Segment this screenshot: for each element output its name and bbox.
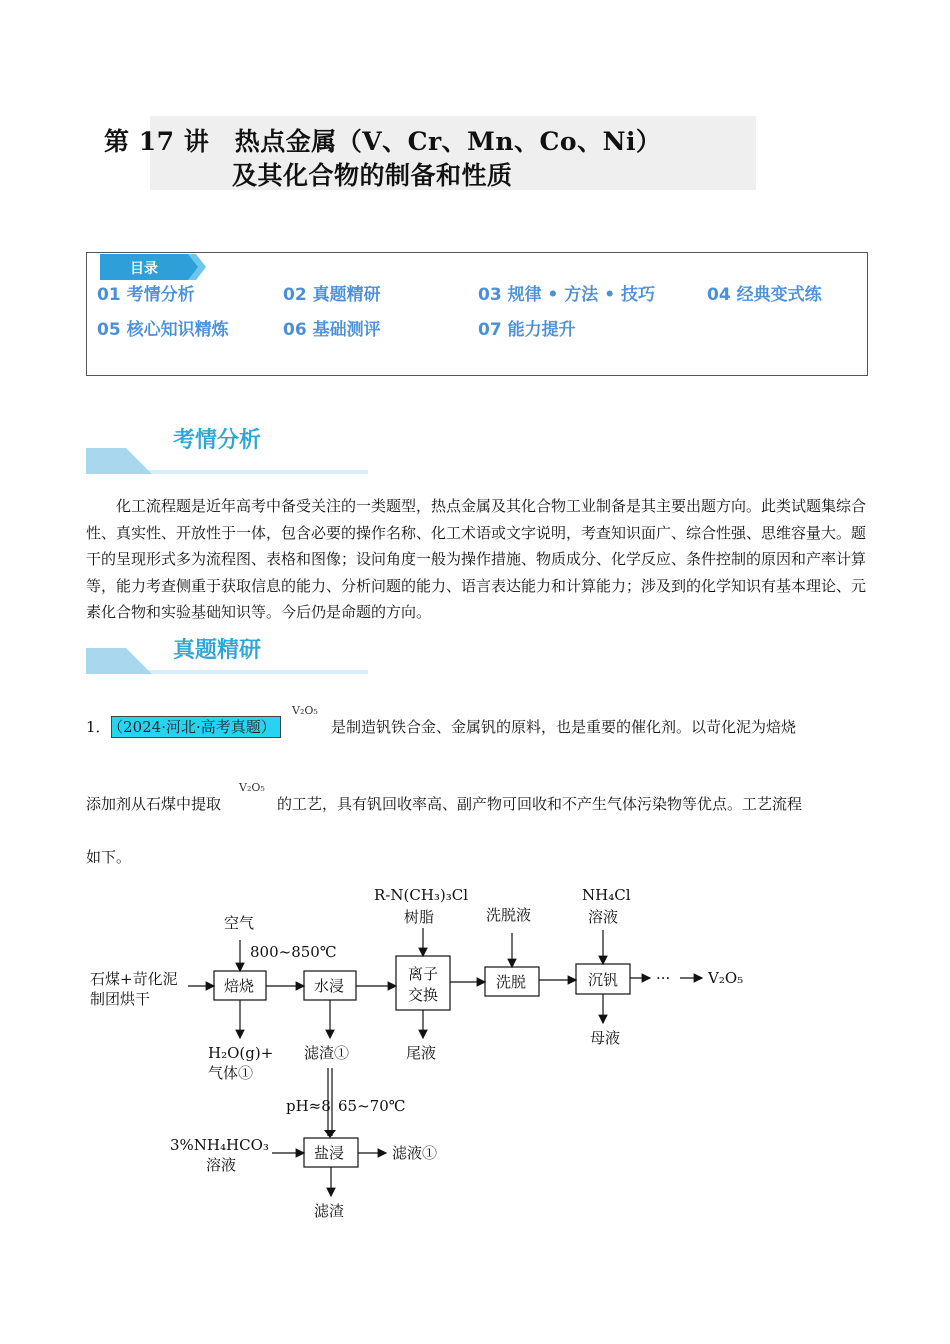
ion-exchange-label: 交换 (408, 986, 439, 1004)
question-text-2-prefix: 添加剂从石煤中提取 (86, 795, 222, 813)
page-title-line1: 第 17 讲 热点金属（V、Cr、Mn、Co、Ni） (104, 127, 662, 156)
analysis-text: 化工流程题是近年高考中备受关注的一类题型，热点金属及其化合物工业制备是其主要出题方向。此类试题集综合性、真实性、开放性于一体，包含必要的操作名称、化工术语或文字说明，考查知识面广、综合性强、思维容量大。题干的呈现形式多为流程图、表格和图像；设问角度一般为操作措施、物质成分、化学反应、条件控制的原因和产率计算等，能力考查侧重于获取信息的能力、分析问题的能力、语言表达能力和计算能力；涉及到的化学知识有基本理论、元素化合物和实验基础知识等。今后仍是命题的方向。 (86, 497, 867, 621)
toc-item-methods[interactable]: 03 规律 • 方法 • 技巧 (478, 285, 655, 305)
precip-label: 沉钒 (588, 971, 619, 989)
formula-v2o5: V₂O₅ (292, 704, 318, 717)
section-title-analysis: 考情分析 (173, 428, 262, 453)
gas-label: H₂O(g)+ (208, 1044, 274, 1062)
feed-label: 制团烘干 (90, 990, 151, 1008)
question-text-1: 是制造钒铁合金、金属钒的原料，也是重要的催化剂。以苛化泥为焙烧 (331, 718, 797, 736)
resin-label: R-N(CH₃)₃Cl (374, 886, 469, 904)
mother-liquor-label: 母液 (590, 1029, 621, 1047)
roast-label: 焙烧 (224, 977, 255, 995)
gas-label: 气体① (208, 1064, 254, 1082)
section-title-real-questions: 真题精研 (173, 638, 262, 663)
nh4hco3-label: 溶液 (206, 1156, 237, 1174)
eluent-label: 洗脱液 (486, 906, 532, 924)
question-line-1 (86, 716, 281, 737)
salt-leach-label: 盐浸 (314, 1144, 345, 1162)
temperature-label: 800~850℃ (250, 943, 337, 961)
toc-item-ability[interactable]: 07 能力提升 (478, 320, 576, 340)
toc-item-real-questions[interactable]: 02 真题精研 (283, 285, 381, 305)
toc-tab-label: 目录 (130, 261, 158, 277)
question-number: 1． (86, 718, 111, 736)
toc-item-analysis[interactable]: 01 考情分析 (97, 285, 195, 305)
filtrate1-label: 滤液① (392, 1144, 438, 1162)
formula-v2o5: V₂O₅ (239, 781, 265, 794)
analysis-paragraph (86, 493, 866, 626)
residue1-label: 滤渣① (304, 1044, 350, 1062)
water-leach-label: 水浸 (314, 977, 345, 995)
product-label: V₂O₅ (708, 969, 744, 987)
temperature2-label: 65~70℃ (338, 1097, 406, 1115)
air-label: 空气 (224, 914, 255, 932)
page-title-line2: 及其化合物的制备和性质 (232, 161, 513, 190)
elute-label: 洗脱 (496, 973, 527, 991)
resin-label: 树脂 (404, 908, 435, 926)
toc-item-variants[interactable]: 04 经典变式练 (707, 285, 822, 305)
nh4hco3-label: 3%NH₄HCO₃ (170, 1136, 269, 1154)
source-tag: （2024·河北·高考真题） (111, 716, 281, 738)
nh4cl-label: NH₄Cl (582, 886, 631, 904)
ion-exchange-label: 离子 (408, 965, 439, 983)
process-flowchart (80, 878, 780, 1228)
question-text-3: 如下。 (86, 848, 132, 866)
question-text-2: 的工艺，具有钒回收率高、副产物可回收和不产生气体污染物等优点。工艺流程 (277, 795, 803, 813)
nh4cl-label: 溶液 (588, 908, 619, 926)
ph-label: pH≈8 (286, 1097, 331, 1115)
residue-label: 滤渣 (314, 1202, 345, 1220)
feed-label: 石煤+苛化泥 (90, 970, 178, 988)
toc-item-core-knowledge[interactable]: 05 核心知识精炼 (97, 320, 229, 340)
ellipsis-label: ··· (656, 969, 671, 987)
tail-label: 尾液 (406, 1044, 437, 1062)
toc-item-basic-test[interactable]: 06 基础测评 (283, 320, 381, 340)
